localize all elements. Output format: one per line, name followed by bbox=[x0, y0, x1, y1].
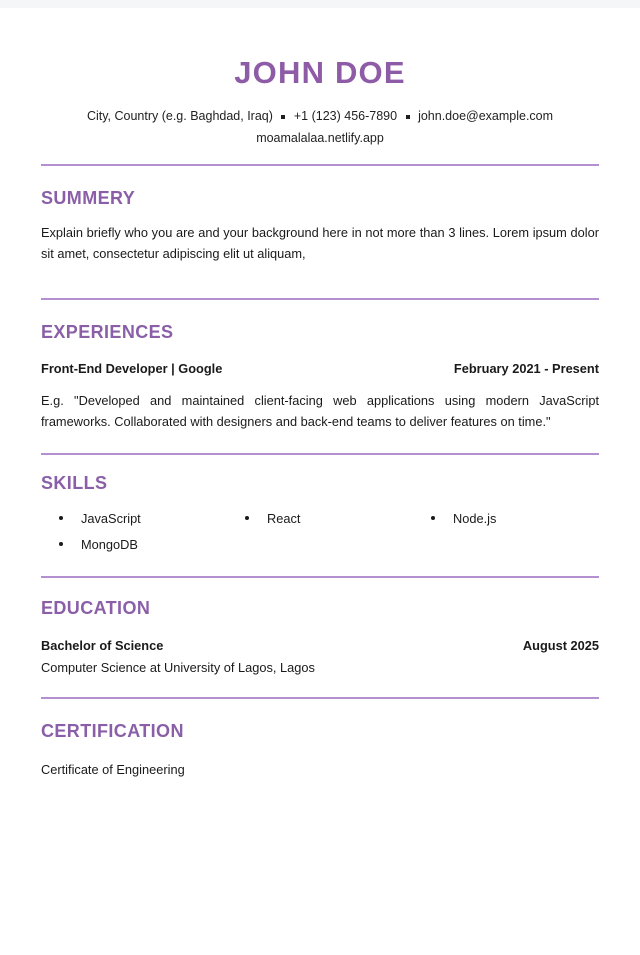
bullet-icon bbox=[59, 516, 63, 520]
section-title-education: EDUCATION bbox=[41, 597, 151, 618]
skill-label: Node.js bbox=[453, 511, 497, 527]
skill-label: JavaScript bbox=[81, 511, 141, 527]
experience-date: February 2021 - Present bbox=[453, 361, 599, 377]
education-detail: Computer Science at University of Lagos, Lagos bbox=[41, 660, 315, 676]
contact-phone: +1 (123) 456-7890 bbox=[293, 109, 398, 124]
skill-label: MongoDB bbox=[81, 537, 138, 553]
summary-text: Explain briefly who you are and your background here in not more than 3 lines. Lorem ipsum dolor sit amet, consectetur adipiscing elit ut aliquam, bbox=[41, 225, 599, 262]
separator-bullet-icon bbox=[281, 115, 285, 119]
experience-role: Front-End Developer | Google bbox=[41, 361, 223, 377]
certification-item: Certificate of Engineering bbox=[41, 761, 185, 777]
section-title-skills: SKILLS bbox=[41, 472, 108, 493]
contact-location: City, Country (e.g. Baghdad, Iraq) bbox=[86, 109, 273, 124]
resume-page bbox=[0, 8, 640, 779]
skill-item bbox=[41, 510, 227, 528]
bullet-icon bbox=[245, 516, 249, 520]
candidate-name: JOHN DOE bbox=[234, 55, 406, 90]
bullet-icon bbox=[431, 516, 435, 520]
contact-line bbox=[41, 106, 599, 128]
top-strip bbox=[0, 0, 640, 8]
bullet-icon bbox=[59, 542, 63, 546]
section-title-summary: SUMMERY bbox=[41, 187, 136, 208]
skill-item bbox=[41, 536, 227, 554]
education-date: August 2025 bbox=[522, 637, 599, 653]
skill-item bbox=[227, 510, 413, 528]
education-degree: Bachelor of Science bbox=[41, 637, 164, 653]
contact-email[interactable]: john.doe@example.com bbox=[418, 109, 554, 124]
resume-header bbox=[41, 8, 599, 150]
section-title-certification: CERTIFICATION bbox=[41, 721, 184, 742]
separator-bullet-icon bbox=[406, 115, 410, 119]
skills-grid bbox=[41, 494, 599, 554]
contact-website[interactable]: moamalalaa.netlify.app bbox=[256, 130, 384, 145]
education-entry bbox=[41, 620, 599, 655]
section-title-experiences: EXPERIENCES bbox=[41, 321, 174, 342]
skill-item bbox=[413, 510, 599, 528]
skill-label: React bbox=[267, 511, 301, 527]
experience-entry bbox=[41, 343, 599, 378]
experience-description: E.g. "Developed and maintained client-facing web applications using modern JavaScript frameworks. Collaborated with designers and back-end teams to deliver features on time." bbox=[41, 393, 599, 429]
